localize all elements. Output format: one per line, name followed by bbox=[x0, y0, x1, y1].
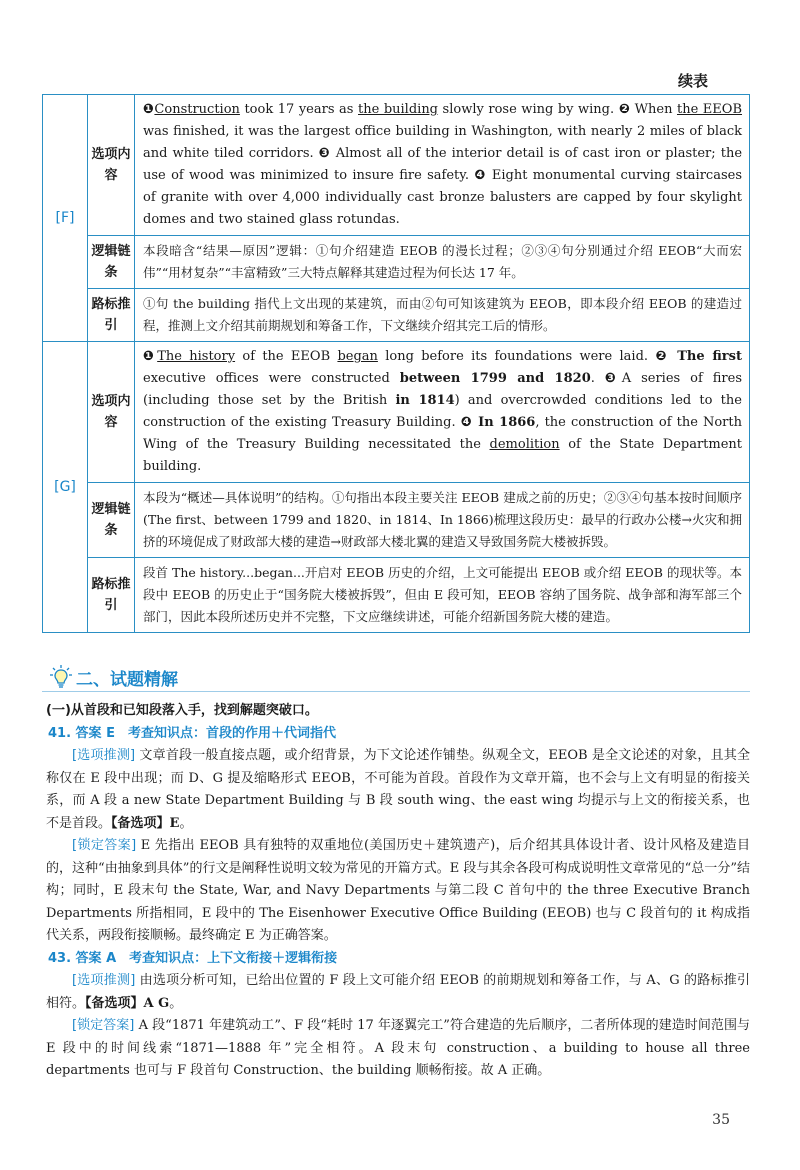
answer-43-paragraph: [锁定答案] A 段“1871 年建筑动工”、F 段“耗时 17 年逐翼完工”符合建造的先后顺序，二者所体现的建造时间范围与 E 段中的时间线索“1871—1888 年”完全相符。A 段末句 construction、a building to house all three departments 也可与 F 段首句 Construction、the building 顺畅衔接。故 A 正确。 bbox=[46, 1018, 750, 1078]
answer-41-paragraph: [锁定答案] E 先指出 EEOB 具有独特的双重地位(美国历史＋建筑遗产)，后介绍其具体设计者、设计风格及建造目的，这种“由抽象到具体”的行文是阐释性说明文较为常见的开篇方式。E 段与其余各段可构成说明性文章常见的“总一分”结构；同时，E 段末句 the State, War, and Navy Departments 与第二段 C 首句中的 the three Executive Branch Departments 所指相同，E 段中的 The Eisenhower Executive Office Building (EEOB) 也与 C 段首句的 it 构成指代关系，两段衔接顺畅。最终确定 E 为正确答案。 bbox=[46, 838, 750, 943]
table-row bbox=[43, 558, 750, 633]
explanation-body bbox=[46, 700, 750, 1083]
lightbulb-icon bbox=[50, 665, 72, 693]
signpost-label: 路标推引 bbox=[88, 558, 135, 633]
answer-43-line: 43. 答案 A 考查知识点：上下文衔接＋逻辑衔接 bbox=[48, 950, 338, 966]
section-title: 二、试题精解 bbox=[76, 670, 178, 690]
signpost-text: ①句 the building 指代上文出现的某建筑，而由②句可知该建筑为 EEOB，即本段介绍 EEOB 的建造过程，推测上文介绍其前期规划和筹备工作，下文继续介绍其完工后的情形。 bbox=[135, 289, 750, 342]
table-row bbox=[43, 483, 750, 558]
continued-label: 续表 bbox=[677, 72, 708, 90]
logic-chain-text: 本段暗含“结果—原因”逻辑：①句介绍建造 EEOB 的漫长过程；②③④句分别通过介绍 EEOB“大而宏伟”“用材复杂”“丰富精致”三大特点解释其建造过程为何长达 17 年。 bbox=[135, 236, 750, 289]
logic-chain-label: 逻辑链条 bbox=[88, 236, 135, 289]
segment-label-f: [F] bbox=[43, 95, 88, 342]
answer-41-line: 41. 答案 E 考查知识点：首段的作用＋代词指代 bbox=[48, 725, 336, 741]
segment-label-g: [G] bbox=[43, 342, 88, 633]
subheading: (一)从首段和已知段落入手，找到解题突破口。 bbox=[46, 703, 318, 718]
table-row bbox=[43, 236, 750, 289]
signpost-text: 段首 The history...began...开启对 EEOB 历史的介绍，上文可能提出 EEOB 或介绍 EEOB 的现状等。本段中 EEOB 的历史止于“国务院大楼被拆毁”，但由 E 段可知，EEOB 容纳了国务院、战争部和海军部三个部门，因此本段所述历史并不完整，下文应继续讲述，可能介绍新国务院大楼的建造。 bbox=[135, 558, 750, 633]
answer-43-paragraph: [选项推测] 由选项分析可知，已给出位置的 F 段上文可能介绍 EEOB 的前期规划和筹备工作，与 A、G 的路标推引相符。【备选项】A G。 bbox=[46, 973, 750, 1011]
option-content-text: ❶The history of the EEOB began long before its foundations were laid. ❷ The first executive offices were constructed between 1799 and 1820. ❸A series of fires (including those set by the British in 1814) and overcrowded conditions led to the construction of the existing Treasury Building. ❹ In 1866, the construction of the North Wing of the Treasury Building necessitated the demolition of the State Department building. bbox=[135, 342, 750, 483]
option-content-text: ❶Construction took 17 years as the building slowly rose wing by wing. ❷ When the EEOB was finished, it was the largest office building in Washington, with nearly 2 miles of black and white tiled corridors. ❸ Almost all of the interior detail is of cast iron or plaster; the use of wood was minimized to insure fire safety. ❹ Eight monumental curving staircases of granite with over 4,000 individually cast bronze balusters are capped by four skylight domes and two stained glass rotundas. bbox=[135, 95, 750, 236]
page-number: 35 bbox=[712, 1112, 730, 1128]
section-heading bbox=[42, 663, 750, 692]
option-content-label: 选项内容 bbox=[88, 342, 135, 483]
answer-41-paragraph: [选项推测] 文章首段一般直接点题，或介绍背景，为下文论述作铺垫。纵观全文，EEOB 是全文论述的对象，且其全称仅在 E 段中出现；而 D、G 提及缩略形式 EEOB，不可能为首段。首段作为文章开篇，也不会与上文有明显的衔接关系，而 A 段 a new State Department Building 与 B 段 south wing、the east wing 均提示与上文的衔接关系，也不是首段。【备选项】E。 bbox=[46, 748, 750, 831]
table-row bbox=[43, 95, 750, 236]
analysis-table bbox=[42, 94, 750, 633]
table-row bbox=[43, 289, 750, 342]
table-row bbox=[43, 342, 750, 483]
logic-chain-label: 逻辑链条 bbox=[88, 483, 135, 558]
signpost-label: 路标推引 bbox=[88, 289, 135, 342]
option-content-label: 选项内容 bbox=[88, 95, 135, 236]
logic-chain-text: 本段为“概述—具体说明”的结构。①句指出本段主要关注 EEOB 建成之前的历史；②③④句基本按时间顺序(The first、between 1799 and 1820、in 1814、In 1866)梳理这段历史：最早的行政办公楼→火灾和拥挤的环境促成了财政部大楼的建造→财政部大楼北翼的建造又导致国务院大楼被拆毁。 bbox=[135, 483, 750, 558]
